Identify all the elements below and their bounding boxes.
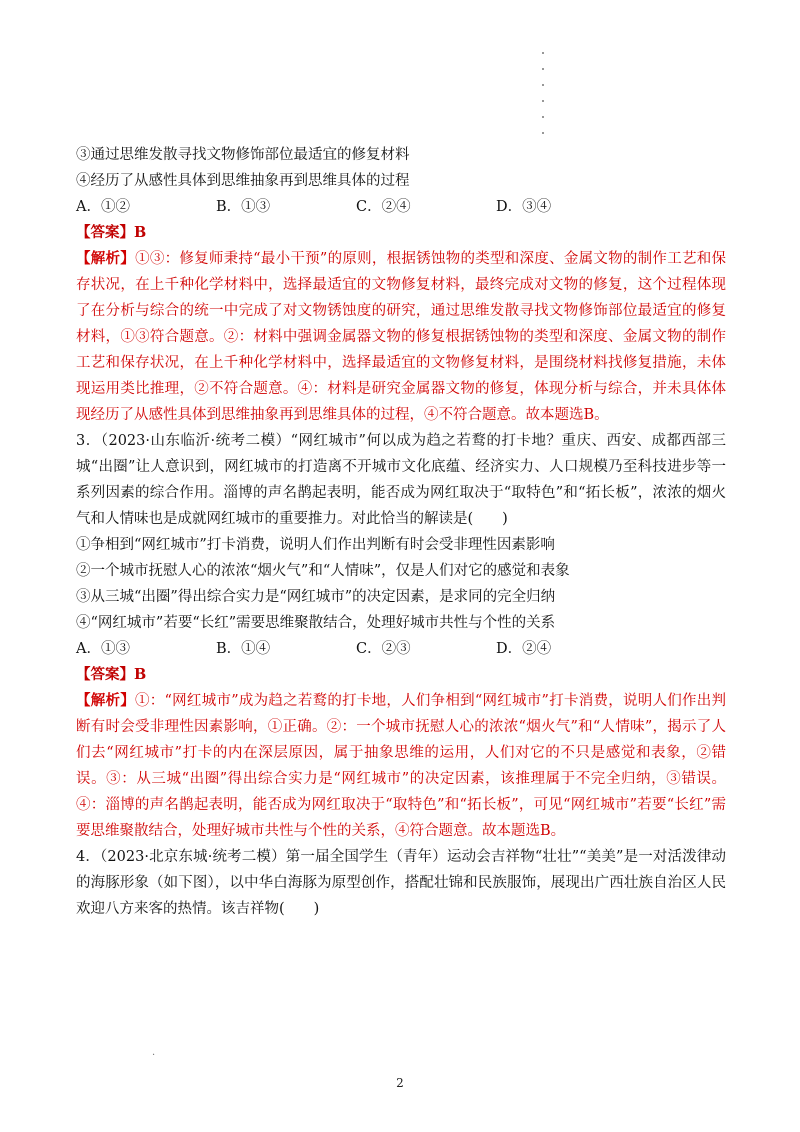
- q3-options: [76, 636, 726, 662]
- q3-option-b: B．①④: [216, 641, 271, 657]
- q2-option-c: C．②④: [356, 199, 411, 215]
- q3-option-c: C．②③: [356, 641, 411, 657]
- q2-exp-tag: 【解析】: [76, 250, 136, 267]
- q3-stem: 3．（2023·山东临沂·统考二模）“网红城市”何以成为趋之若鹜的打卡地？重庆、西安、成都西部三城“出圈”让人意识到，网红城市的打造离不开城市文化底蕴、经济实力、人口规模乃至科技进步等一系列因素的综合作用。淄博的声名鹊起表明，能否成为网红取决于“取特色”和“拓长板”，浓浓的烟火气和人情味也是成就网红城市的重要推力。对此恰当的解读是( ): [76, 433, 726, 527]
- q3-explanation: [76, 688, 726, 844]
- margin-dots: [542, 52, 548, 148]
- q2-exp-body: ①③：修复师秉持“最小干预”的原则，根据锈蚀物的类型和深度、金属文物的制作工艺和保存状况，在上千种化学材料中，选择最适宜的文物修复材料，最终完成对文物的修复，这个过程体现了在分析与综合的统一中完成了对文物锈蚀度的研究，通过思维发散寻找文物修饰部位最适宜的修复材料，①③符合题意。②：材料中强调金属器文物的修复根据锈蚀物的类型和深度、金属文物的制作工艺和保存状况，在上千种化学材料中，选择最适宜的文物修复材料，是围绕材料找修复措施，未体现运用类比推理，②不符合题意。④：材料是研究金属器文物的修复，体现分析与综合，并未具体体现经历了从感性具体到思维抽象再到思维具体的过程，④不符合题意。故本题选B。: [76, 251, 726, 423]
- page-number: 2: [396, 1076, 404, 1090]
- q2-answer: 【答案】B: [76, 224, 147, 241]
- footer-mark: ·: [152, 1050, 156, 1061]
- q3-item-1: ①争相到“网红城市”打卡消费，说明人们作出判断有时会受非理性因素影响: [76, 537, 555, 553]
- q2-item-3: ③通过思维发散寻找文物修饰部位最适宜的修复材料: [76, 147, 410, 163]
- q2-option-a: A．①②: [76, 199, 130, 215]
- q2-explanation: [76, 246, 726, 428]
- q3-option-d: D．②④: [496, 641, 552, 657]
- q4-stem: 4．（2023·北京东城·统考二模）第一届全国学生（青年）运动会吉祥物“壮壮”“美美”是一对活泼律动的海豚形象（如下图），以中华白海豚为原型创作，搭配壮锦和民族服饰，展现出广西壮族自治区人民欢迎八方来客的热情。该吉祥物( ): [76, 849, 726, 917]
- q3-item-4: ④“网红城市”若要“长红”需要思维聚散结合，处理好城市共性与个性的关系: [76, 615, 556, 631]
- q2-option-b: B．①③: [216, 199, 271, 215]
- q3-exp-body: ①：“网红城市”成为趋之若鹜的打卡地，人们争相到“网红城市”打卡消费，说明人们作出判断有时会受非理性因素影响，①正确。②：一个城市抚慰人心的浓浓“烟火气”和“人情味”，揭示了人们去“网红城市”打卡的内在深层原因，属于抽象思维的运用，人们对它的不只是感觉和表象，②错误。③：从三城“出圈”得出综合实力是“网红城市”的决定因素，该推理属于不完全归纳，③错误。④：淄博的声名鹊起表明，能否成为网红取决于“取特色”和“拓长板”，可见“网红城市”若要“长红”需要思维聚散结合，处理好城市共性与个性的关系，④符合题意。故本题选B。: [76, 693, 726, 839]
- q2-options: [76, 194, 726, 220]
- q2-item-4: ④经历了从感性具体到思维抽象再到思维具体的过程: [76, 173, 410, 189]
- page-content: [76, 142, 726, 922]
- q3-item-3: ③从三城“出圈”得出综合实力是“网红城市”的决定因素，是求同的完全归纳: [76, 589, 556, 605]
- q3-exp-tag: 【解析】: [76, 692, 136, 709]
- q3-answer: 【答案】B: [76, 666, 147, 683]
- q3-option-a: A．①③: [76, 641, 130, 657]
- q2-option-d: D．③④: [496, 199, 552, 215]
- q3-item-2: ②一个城市抚慰人心的浓浓“烟火气”和“人情味”，仅是人们对它的感觉和表象: [76, 563, 570, 579]
